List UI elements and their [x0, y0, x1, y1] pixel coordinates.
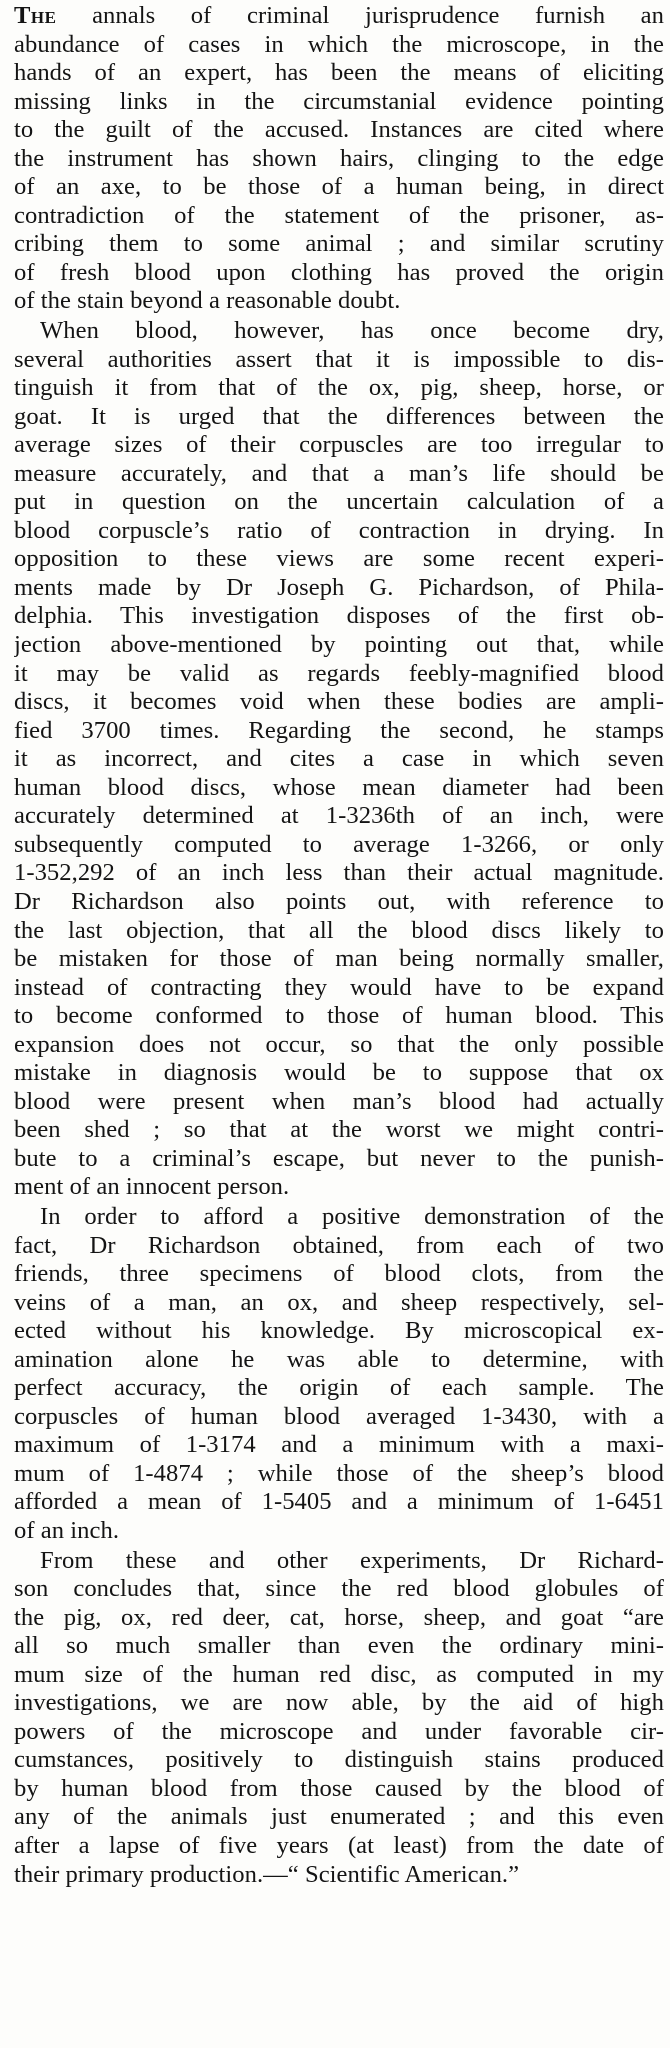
text-line: amination alone he was able to determine, with [14, 1345, 664, 1373]
text-line: of the stain beyond a reasonable doubt. [14, 287, 401, 315]
text-line: the pig, ox, red deer, cat, horse, sheep, and goat “are [14, 1603, 664, 1631]
text-line: of an inch. [14, 1516, 120, 1544]
paragraph-1 [14, 2, 664, 316]
text-line: missing links in the circumstanial evidence pointing [14, 87, 664, 115]
text-line: hands of an expert, has been the means of eliciting [14, 59, 664, 87]
text-line: it may be valid as regards feebly-magnified blood [14, 659, 664, 687]
text-line: human blood discs, whose mean diameter had been [14, 773, 664, 801]
text-line: jection above-mentioned by pointing out that, while [14, 631, 664, 659]
text-line: subsequently computed to average 1-3266, or only [14, 830, 664, 858]
text-line: their primary production.—“ Scientific American.” [14, 1860, 520, 1888]
text-line: 1-352,292 of an inch less than their actual magnitude. [14, 859, 664, 887]
text-line: son concludes that, since the red blood globules of [14, 1575, 664, 1603]
text-line: to become conformed to those of human blood. This [14, 1002, 664, 1030]
text-line: afforded a mean of 1-5405 and a minimum of 1-6451 [14, 1488, 664, 1516]
text-line: measure accurately, and that a man’s life should be [14, 459, 664, 487]
text-line: been shed ; so that at the worst we might contri- [14, 1116, 664, 1144]
text-line: put in question on the uncertain calculation of a [14, 488, 664, 516]
text-line: tinguish it from that of the ox, pig, sheep, horse, or [14, 374, 664, 402]
text-line: abundance of cases in which the microscope, in the [14, 30, 664, 58]
text-line: perfect accuracy, the origin of each sample. The [14, 1374, 664, 1402]
text-line: veins of a man, an ox, and sheep respectively, sel- [14, 1288, 664, 1316]
text-line: mistake in diagnosis would be to suppose that ox [14, 1059, 664, 1087]
text-line: of an axe, to be those of a human being, in direct [14, 173, 664, 201]
text-line: average sizes of their corpuscles are too irregular to [14, 431, 664, 459]
text-line: several authorities assert that it is impossible to dis- [14, 345, 664, 373]
text-line: after a lapse of five years (at least) from the date of [14, 1832, 664, 1859]
text-line: fied 3700 times. Regarding the second, he stamps [14, 716, 664, 744]
text-line: discs, it becomes void when these bodies are ampli- [14, 688, 664, 716]
text-line: be mistaken for those of man being normally smaller, [14, 945, 664, 973]
text-line: to the guilt of the accused. Instances are cited where [14, 116, 664, 144]
paragraph-3 [14, 1203, 664, 1546]
text-line: In order to afford a positive demonstration of the [40, 1202, 664, 1230]
text-line: investigations, we are now able, by the aid of high [14, 1689, 664, 1717]
text-line: fact, Dr Richardson obtained, from each of two [14, 1231, 664, 1259]
text-line: any of the animals just enumerated ; and this even [14, 1803, 664, 1831]
text-line: accurately determined at 1-3236th of an inch, were [14, 802, 664, 830]
text-line: instead of contracting they would have to be expand [14, 973, 664, 1001]
text-line: goat. It is urged that the differences between the [14, 402, 664, 430]
text-line: it as incorrect, and cites a case in which seven [14, 745, 664, 773]
article-column [14, 0, 664, 1889]
text-line: bute to a criminal’s escape, but never to the punish- [14, 1144, 664, 1172]
paragraph-2 [14, 317, 664, 1202]
text-line: mum of 1-4874 ; while those of the sheep’s blood [14, 1459, 664, 1487]
text-line: the last objection, that all the blood discs likely to [14, 916, 664, 944]
text-line: When blood, however, has once become dry, [40, 317, 664, 345]
text-line: From these and other experiments, Dr Richard- [40, 1546, 664, 1574]
lead-word: The [14, 2, 57, 29]
text-line: the instrument has shown hairs, clinging to the edge [14, 144, 664, 172]
text-line: mum size of the human red disc, as computed in my [14, 1660, 664, 1688]
text-line: expansion does not occur, so that the only possible [14, 1030, 664, 1058]
text-line: blood corpuscle’s ratio of contraction in drying. In [14, 516, 664, 544]
text-line: blood were present when man’s blood had actually [14, 1087, 664, 1115]
text-line: cumstances, positively to distinguish stains produced [14, 1746, 664, 1774]
text-line: ments made by Dr Joseph G. Pichardson, of Phila- [14, 573, 664, 601]
text-line: contradiction of the statement of the prisoner, as- [14, 201, 664, 229]
text-line: cribing them to some animal ; and similar scrutiny [14, 230, 664, 258]
text-line: ment of an innocent person. [14, 1173, 290, 1201]
text-line: corpuscles of human blood averaged 1-3430, with a [14, 1402, 664, 1430]
text-line: maximum of 1-3174 and a minimum with a maxi- [14, 1431, 664, 1459]
text-line: Dr Richardson also points out, with reference to [14, 887, 664, 915]
text-line: of fresh blood upon clothing has proved the origin [14, 258, 664, 286]
text-line: ected without his knowledge. By microscopical ex- [14, 1317, 664, 1345]
text-line: opposition to these views are some recent experi- [14, 545, 664, 573]
text-line: all so much smaller than even the ordinary mini- [14, 1632, 664, 1660]
text-line: delphia. This investigation disposes of the first ob- [14, 602, 664, 630]
text-line: by human blood from those caused by the blood of [14, 1774, 664, 1802]
text-line: powers of the microscope and under favorable cir- [14, 1717, 664, 1745]
text-line: friends, three specimens of blood clots, from the [14, 1260, 664, 1288]
text-line: The annals of criminal jurisprudence furnish an [14, 2, 664, 29]
paragraph-4 [14, 1547, 664, 1890]
